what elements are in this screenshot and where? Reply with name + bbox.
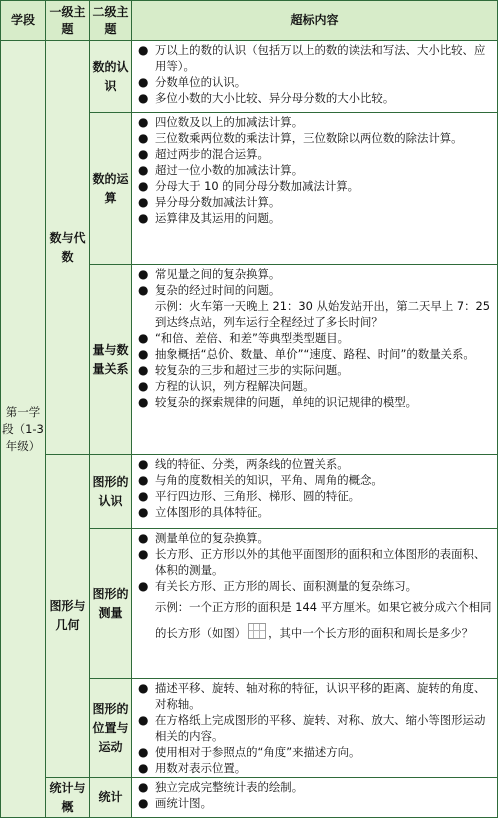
bullet-icon: ●	[138, 115, 149, 129]
list-item: ● 在方格纸上完成图形的平移、旋转、对称、放大、缩小等图形运动相关的内容。	[138, 713, 486, 743]
level1-number-algebra: 数与代数	[46, 41, 90, 455]
bullet-icon: ●	[138, 163, 149, 177]
level2-statistics: 统计	[90, 778, 132, 818]
list-item: ● 线的特征、分类，两条线的位置关系。	[138, 457, 349, 471]
list-item: ● 方程的认识，列方程解决问题。	[138, 379, 315, 393]
level2-quantity-relations: 量与数量关系	[90, 265, 132, 455]
bullet-icon: ●	[138, 75, 149, 89]
example-text: 示例：火车第一天晚上 21：30 从始发站开出，第二天早上 7：25 到达终点站，列车运行全程经过了多长时间？	[155, 299, 490, 329]
stage-cell: 第一学段（1-3年级）	[1, 41, 46, 818]
list-item: ● 三位数乘两位数的乘法计算，三位数除以两位数的除法计算。	[138, 131, 463, 145]
bullet-icon: ●	[138, 579, 149, 593]
list-item: ● 万以上的数的认识（包括万以上的数的读法和写法、大小比较、应用等）。	[138, 43, 486, 73]
rectangle-grid-icon	[248, 623, 266, 639]
list-item: ● 分数单位的认识。	[138, 75, 247, 89]
bullet-icon: ●	[138, 267, 149, 281]
list-item: ● 异分母分数加减法计算。	[138, 195, 281, 209]
bullet-icon: ●	[138, 211, 149, 225]
content-number-recognition	[132, 41, 498, 113]
level2-position-motion: 图形的位置与运动	[90, 679, 132, 778]
bullet-icon: ●	[138, 283, 149, 297]
bullet-icon: ●	[138, 363, 149, 377]
bullet-icon: ●	[138, 713, 149, 727]
bullet-icon: ●	[138, 91, 149, 105]
bullet-icon: ●	[138, 681, 149, 695]
list-item: ● 较复杂的三步和超过三步的实际问题。	[138, 363, 349, 377]
bullet-icon: ●	[138, 147, 149, 161]
list-item: ● 常见量之间的复杂换算。	[138, 267, 281, 281]
bullet-icon: ●	[138, 195, 149, 209]
level2-number-recognition: 数的认识	[90, 41, 132, 113]
list-item: ● “和倍、差倍、和差”等典型类型题目。	[138, 331, 350, 345]
bullet-icon: ●	[138, 331, 149, 345]
level1-geometry: 图形与几何	[46, 455, 90, 778]
content-shape-recognition	[132, 455, 498, 529]
list-item: ● 用数对表示位置。	[138, 761, 247, 775]
list-item: ● 独立完成完整统计表的绘制。	[138, 780, 304, 794]
bullet-icon: ●	[138, 745, 149, 759]
bullet-icon: ●	[138, 347, 149, 361]
list-item: ● 抽象概括“总价、数量、单价”“速度、路程、时间”的数量关系。	[138, 347, 475, 361]
list-item: ● 长方形、正方形以外的其他平面图形的面积和立体图形的表面积、体积的测量。	[138, 547, 486, 577]
bullet-icon: ●	[138, 505, 149, 519]
level1-statistics: 统计与概	[46, 778, 90, 818]
bullet-icon: ●	[138, 796, 149, 810]
bullet-icon: ●	[138, 379, 149, 393]
bullet-icon: ●	[138, 395, 149, 409]
bullet-icon: ●	[138, 547, 149, 561]
list-item: ● 四位数及以上的加减法计算。	[138, 115, 304, 129]
bullet-icon: ●	[138, 780, 149, 794]
list-item: ● 使用相对于参照点的“角度”来描述方向。	[138, 745, 361, 759]
bullet-icon: ●	[138, 179, 149, 193]
content-position-motion	[132, 679, 498, 778]
level2-shape-recognition: 图形的认识	[90, 455, 132, 529]
list-item: ● 描述平移、旋转、轴对称的特征，认识平移的距离、旋转的角度、对称轴。	[138, 681, 486, 711]
level2-shape-measurement: 图形的测量	[90, 529, 132, 679]
bullet-icon: ●	[138, 131, 149, 145]
header-content: 超标内容	[132, 1, 498, 41]
level2-number-operations: 数的运算	[90, 113, 132, 265]
header-stage: 学段	[1, 1, 46, 41]
bullet-icon: ●	[138, 457, 149, 471]
content-number-operations	[132, 113, 498, 265]
list-item: ● 立体图形的具体特征。	[138, 505, 269, 519]
list-item: ● 测量单位的复杂换算。	[138, 531, 269, 545]
list-item: ● 与角的度数相关的知识，平角、周角的概念。	[138, 473, 383, 487]
content-statistics	[132, 778, 498, 818]
list-item: ● 复杂的经过时间的问题。	[138, 283, 281, 297]
list-item: ● 较复杂的探索规律的问题，单纯的识记规律的模型。	[138, 395, 417, 409]
list-item: ● 有关长方形、正方形的周长、面积测量的复杂练习。	[138, 579, 417, 593]
bullet-icon: ●	[138, 489, 149, 503]
content-quantity-relations	[132, 265, 498, 455]
bullet-icon: ●	[138, 43, 149, 57]
header-level1: 一级主题	[46, 1, 90, 41]
list-item: ● 超过两步的混合运算。	[138, 147, 269, 161]
bullet-icon: ●	[138, 761, 149, 775]
content-shape-measurement	[132, 529, 498, 679]
bullet-icon: ●	[138, 473, 149, 487]
list-item: ● 超过一位小数的加减法计算。	[138, 163, 304, 177]
list-item: ● 分母大于 10 的同分母分数加减法计算。	[138, 179, 359, 193]
list-item: ● 画统计图。	[138, 796, 212, 810]
header-level2: 二级主题	[90, 1, 132, 41]
list-item: ● 平行四边形、三角形、梯形、圆的特征。	[138, 489, 361, 503]
list-item: ● 多位小数的大小比较、异分母分数的大小比较。	[138, 91, 395, 105]
list-item: ● 运算律及其运用的问题。	[138, 211, 281, 225]
bullet-icon: ●	[138, 531, 149, 545]
example-text: 示例：一个正方形的面积是 144 平方厘米。如果它被分成六个相同的长方形（如图） ，其中一个长方形的面积和周长是多少？	[155, 600, 492, 640]
